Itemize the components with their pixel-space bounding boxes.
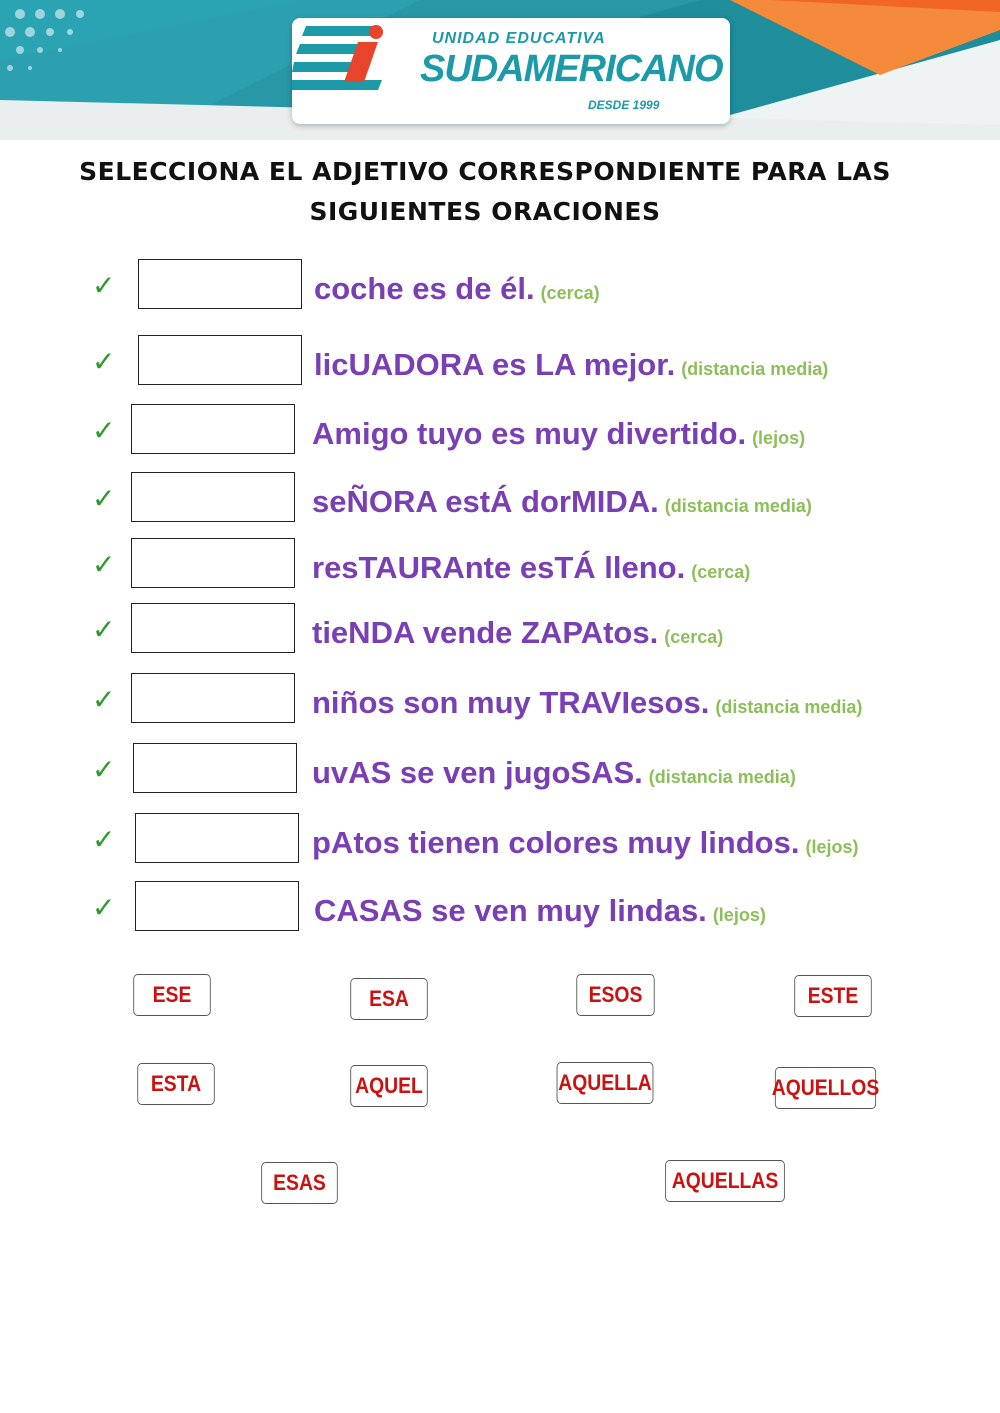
answer-drop-box[interactable] [131,673,295,723]
distance-hint: (cerca) [664,627,724,647]
logo-name: SUDAMERICANO [420,48,723,90]
sentence-row [0,881,1000,937]
distance-hint: (distancia media) [715,697,863,717]
sentence-row [0,673,1000,729]
sentence-row [0,813,1000,869]
sentence-text: Amigo tuyo es muy divertido. (lejos) [312,416,806,451]
check-icon: ✓ [92,548,116,581]
sentence-text: licUADORA es LA mejor. (distancia media) [314,347,829,382]
word-chip-aquella[interactable]: AQUELLA [557,1062,654,1104]
word-chip-este[interactable]: ESTE [794,975,871,1017]
check-icon: ✓ [92,683,116,716]
sentence-text: pAtos tienen colores muy lindos. (lejos) [312,825,859,860]
sentence-text: seÑORA estÁ dorMIDA. (distancia media) [312,484,812,519]
check-icon: ✓ [92,269,116,302]
check-icon: ✓ [92,823,116,856]
check-icon: ✓ [92,613,116,646]
answer-drop-box[interactable] [135,813,299,863]
word-chip-aquellos[interactable]: AQUELLOS [775,1067,876,1109]
answer-drop-box[interactable] [131,472,295,522]
title-line-1: SELECCIONA EL ADJETIVO CORRESPONDIENTE PARA LAS [79,157,891,186]
answer-drop-box[interactable] [131,538,295,588]
word-chip-aquellas[interactable]: AQUELLAS [665,1160,785,1202]
answer-drop-box[interactable] [138,335,302,385]
check-icon: ✓ [92,345,116,378]
sentence-text: CASAS se ven muy lindas. (lejos) [314,893,766,928]
check-icon: ✓ [92,414,116,447]
distance-hint: (lejos) [712,905,766,925]
sentence-text: niños son muy TRAVIesos. (distancia media) [312,685,863,720]
worksheet-title [60,152,910,232]
distance-hint: (cerca) [540,283,600,303]
word-chip-ese[interactable]: ESE [133,974,210,1016]
word-chip-esta[interactable]: ESTA [137,1063,214,1105]
distance-hint: (lejos) [805,837,859,857]
logo-subtitle: UNIDAD EDUCATIVA [432,30,606,47]
sentence-row [0,538,1000,594]
distance-hint: (lejos) [752,428,806,448]
sentence-row [0,259,1000,315]
answer-drop-box[interactable] [131,603,295,653]
word-chip-aquel[interactable]: AQUEL [350,1065,427,1107]
sentence-text: resTAURAnte esTÁ lleno. (cerca) [312,550,751,585]
distance-hint: (distancia media) [664,496,812,516]
header-banner [0,0,1000,140]
check-icon: ✓ [92,891,116,924]
word-chip-esas[interactable]: ESAS [261,1162,338,1204]
logo-since: DESDE 1999 [588,98,660,112]
title-line-2: SIGUIENTES ORACIONES [309,197,661,226]
sentence-text: uvAS se ven jugoSAS. (distancia media) [312,755,796,790]
answer-drop-box[interactable] [138,259,302,309]
sentence-text: tieNDA vende ZAPAtos. (cerca) [312,615,724,650]
check-icon: ✓ [92,482,116,515]
answer-drop-box[interactable] [133,743,297,793]
sentence-text: coche es de él. (cerca) [314,271,600,306]
check-icon: ✓ [92,753,116,786]
word-chip-esa[interactable]: ESA [350,978,427,1020]
school-logo [292,18,730,124]
distance-hint: (distancia media) [681,359,829,379]
sentence-row [0,472,1000,528]
word-chip-esos[interactable]: ESOS [576,974,654,1016]
answer-drop-box[interactable] [131,404,295,454]
sentence-row [0,335,1000,391]
sentence-row [0,743,1000,799]
answer-drop-box[interactable] [135,881,299,931]
sentence-row [0,603,1000,659]
distance-hint: (cerca) [691,562,751,582]
logo-emblem-icon [292,18,392,98]
sentence-row [0,404,1000,460]
distance-hint: (distancia media) [648,767,796,787]
